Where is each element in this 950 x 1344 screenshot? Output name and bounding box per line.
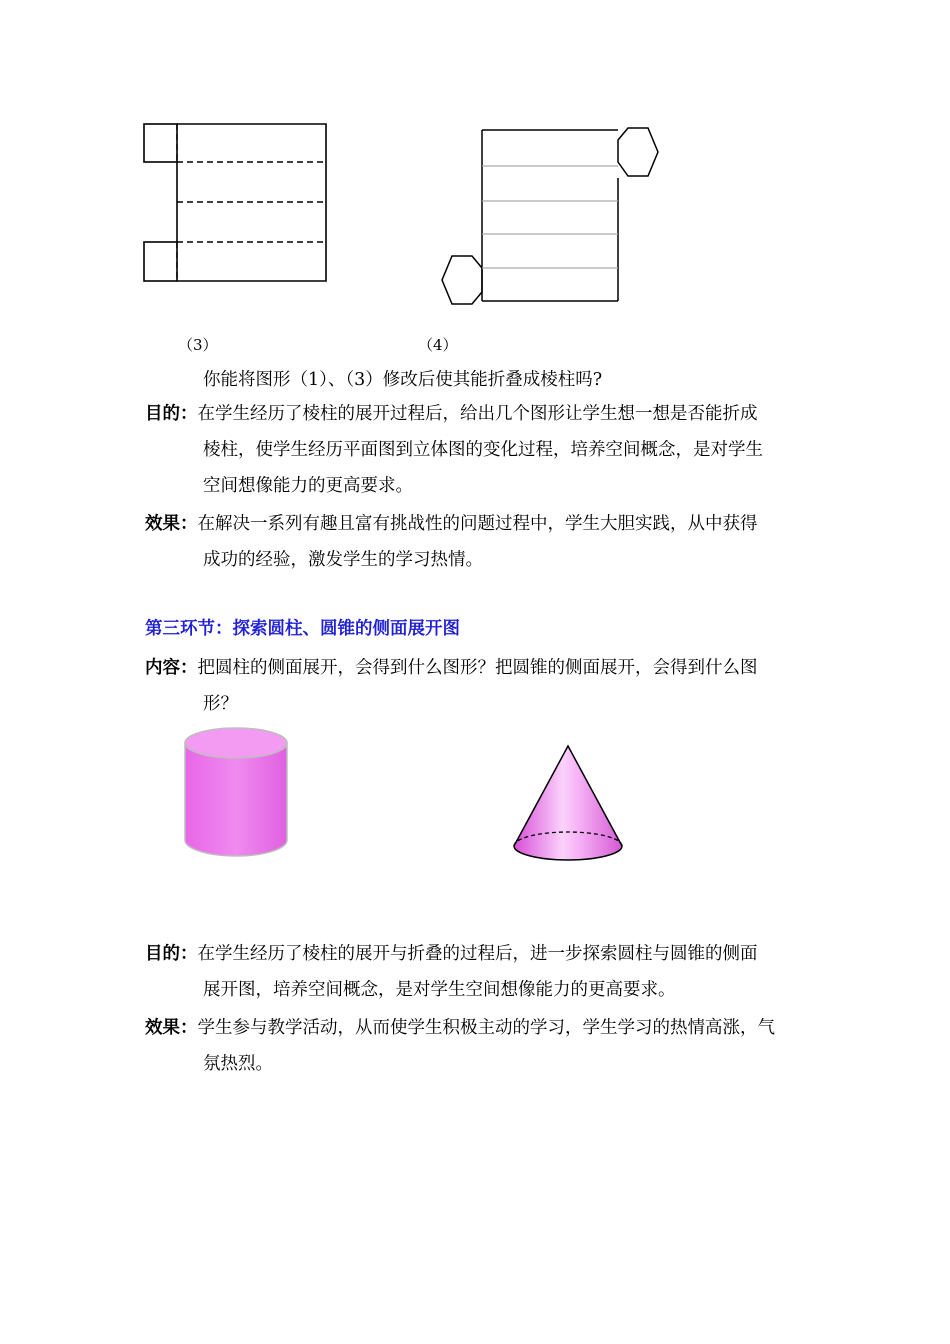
- content-text-line1: 把圆柱的侧面展开，会得到什么图形？把圆锥的侧面展开，会得到什么图: [197, 658, 758, 678]
- cone-illustration: [508, 740, 628, 865]
- content-text-line2: 形？: [203, 694, 238, 714]
- purpose-label-2: 目的：: [145, 944, 198, 964]
- purpose-paragraph-2: [145, 936, 815, 1008]
- effect-label: 效果：: [145, 514, 198, 534]
- question-line: 你能将图形（1）、（3）修改后使其能折叠成棱柱吗?: [203, 370, 603, 390]
- effect-paragraph-1: [145, 506, 815, 578]
- effect-paragraph-2: [145, 1010, 815, 1082]
- net-figure-3: [140, 120, 330, 285]
- effect-text-line1: 在解决一系列有趣且富有挑战性的问题过程中，学生大胆实践，从中获得: [197, 514, 758, 534]
- purpose-text-line1: 在学生经历了棱柱的展开过程后，给出几个图形让学生想一想是否能折成: [197, 404, 758, 424]
- cylinder-illustration: [180, 725, 292, 860]
- purpose-paragraph-1: [145, 396, 815, 504]
- effect2-text-line1: 学生参与教学活动，从而使学生积极主动的学习，学生学习的热情高涨，气: [197, 1018, 775, 1038]
- net-figure-4: [438, 122, 663, 312]
- figure-4-caption: （4）: [418, 336, 458, 354]
- purpose2-text-line2: 展开图，培养空间概念，是对学生空间想像能力的更高要求。: [203, 980, 676, 1000]
- purpose-label: 目的：: [145, 404, 198, 424]
- effect2-text-line2: 氛热烈。: [203, 1054, 273, 1074]
- effect-label-2: 效果：: [145, 1018, 198, 1038]
- effect-text-line2: 成功的经验，激发学生的学习热情。: [203, 550, 483, 570]
- purpose-text-line2: 棱柱，使学生经历平面图到立体图的变化过程，培养空间概念，是对学生: [203, 440, 763, 460]
- content-label: 内容：: [145, 658, 198, 678]
- section-title: 第三环节：探索圆柱、圆锥的侧面展开图: [145, 619, 460, 639]
- content-paragraph: [145, 650, 815, 722]
- purpose2-text-line1: 在学生经历了棱柱的展开与折叠的过程后，进一步探索圆柱与圆锥的侧面: [197, 944, 758, 964]
- purpose-text-line3: 空间想像能力的更高要求。: [203, 476, 413, 496]
- figure-3-caption: （3）: [178, 336, 218, 354]
